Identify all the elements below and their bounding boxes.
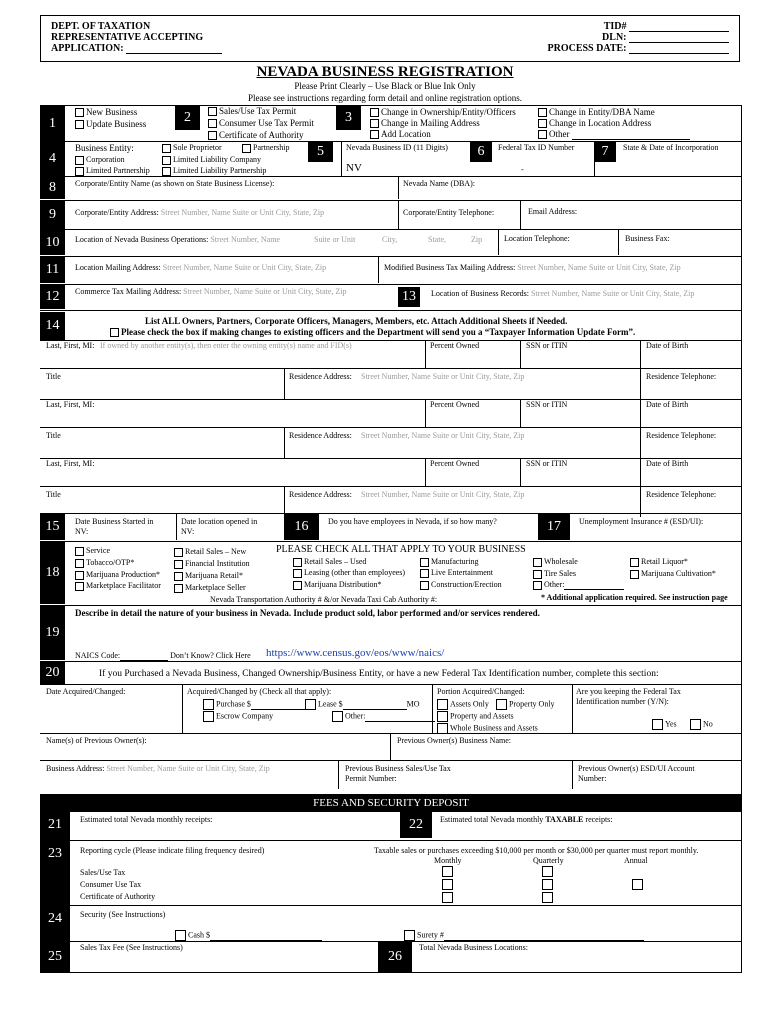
rule: [40, 458, 742, 459]
unemployment-insurance-label: Unemployment Insurance # (ESD/UI):: [579, 517, 704, 526]
entity-name-label: Corporate/Entity Name (as shown on State Business License):: [75, 179, 275, 188]
escrow-checkbox[interactable]: Escrow Company: [203, 711, 273, 722]
rule: [40, 229, 742, 230]
sales-tax-fee-label: Sales Tax Fee (See Instructions): [80, 943, 183, 952]
divider: [640, 427, 641, 458]
certificate-of-authority-checkbox[interactable]: Certificate of Authority: [208, 130, 303, 141]
office-use-header: [40, 15, 740, 62]
other-business-checkbox[interactable]: Other:: [533, 580, 624, 590]
owner-name-label: Last, First, MI:: [46, 459, 95, 468]
previous-permit-label-2: Permit Number:: [345, 774, 397, 783]
property-only-checkbox[interactable]: Property Only: [496, 699, 555, 710]
operations-location-label: Location of Nevada Business Operations: Street Number, Name: [75, 235, 280, 244]
hint-zip: Zip: [471, 235, 483, 244]
rule: [40, 256, 742, 257]
rule: [40, 200, 742, 201]
ssn-label: SSN or ITIN: [526, 341, 568, 350]
business-records-label: Location of Business Records: Street Number, Name Suite or Unit City, State, Zip: [431, 289, 695, 298]
manufacturing-checkbox[interactable]: Manufacturing: [420, 557, 479, 567]
previous-business-name-label: Previous Owner(s) Business Name:: [397, 736, 511, 745]
tid-field[interactable]: TID#: [604, 21, 729, 32]
section-number-15: 15: [40, 514, 65, 540]
llp-checkbox[interactable]: Limited Liability Partnership: [162, 166, 266, 176]
section-number-4: 4: [40, 142, 65, 176]
tobacco-checkbox[interactable]: Tobacco/OTP*: [75, 558, 134, 568]
rule: [40, 427, 742, 428]
owner-title-label: Title: [46, 431, 61, 440]
partnership-checkbox[interactable]: Partnership: [242, 143, 289, 153]
divider: [520, 340, 521, 368]
hint-city: City,: [382, 235, 398, 244]
owner-name-label: Last, First, MI:: [46, 400, 95, 409]
naics-link[interactable]: https://www.census.gov/eos/www/naics/: [266, 647, 445, 659]
change-mailing-checkbox[interactable]: Change in Mailing Address: [370, 118, 480, 129]
location-telephone-label: Location Telephone:: [504, 234, 570, 243]
live-entertainment-checkbox[interactable]: Live Entertainment: [420, 568, 493, 578]
business-entity-label: Business Entity:: [75, 143, 134, 153]
rule: [40, 176, 742, 177]
residence-address-hint: Street Number, Name Suite or Unit City, State, Zip: [361, 490, 525, 499]
sales-quarterly-checkbox[interactable]: [542, 866, 553, 877]
divider: [425, 340, 426, 368]
fees-heading: FEES AND SECURITY DEPOSIT: [40, 794, 742, 812]
rule: [40, 661, 742, 662]
section-number-3: 3: [336, 106, 361, 130]
divider: [398, 201, 399, 229]
entity-address-label: Corporate/Entity Address: Street Number, Name Suite or Unit City, State, Zip: [75, 208, 325, 217]
additional-app-note: * Additional application required. See instruction page: [541, 593, 728, 602]
hint-suite: Suite or Unit: [314, 235, 356, 244]
percent-owned-label: Percent Owned: [430, 459, 480, 468]
marijuana-distribution-checkbox[interactable]: Marijuana Distribution*: [293, 580, 382, 590]
change-entity-name-checkbox[interactable]: Change in Entity/DBA Name: [538, 107, 655, 118]
portion-acquired-label: Portion Acquired/Changed:: [437, 687, 525, 696]
naics-code-label: NAICS Code: Don’t Know? Click Here: [75, 651, 251, 660]
marketplace-seller-checkbox[interactable]: Marketplace Seller: [174, 583, 246, 593]
keeping-fein-label-2: Identification number (Y/N):: [576, 697, 669, 706]
divider: [284, 427, 285, 458]
owners-heading: List ALL Owners, Partners, Corporate Officers, Managers, Members, etc. Attach Additional Sheets if Needed.: [145, 316, 568, 326]
rule: [40, 733, 742, 734]
dln-field[interactable]: DLN:: [602, 32, 729, 43]
cash-checkbox[interactable]: Cash $: [175, 930, 322, 941]
consumer-monthly-checkbox[interactable]: [442, 879, 453, 890]
corporation-checkbox[interactable]: Corporation: [75, 155, 125, 165]
divider: [182, 685, 183, 733]
nv-prefix: NV: [346, 162, 362, 174]
percent-owned-label: Percent Owned: [430, 341, 480, 350]
rule: [40, 605, 742, 606]
marijuana-cultivation-checkbox[interactable]: Marijuana Cultivation*: [630, 569, 716, 579]
rule: [40, 141, 742, 142]
business-fax-label: Business Fax:: [625, 234, 670, 243]
acq-other-checkbox[interactable]: Other:: [332, 711, 435, 722]
residence-telephone-label: Residence Telephone:: [646, 490, 717, 499]
divider: [378, 257, 379, 283]
reporting-cycle-label: Reporting cycle (Please indicate filing frequency desired): [80, 846, 265, 855]
section-number-23: 23: [40, 841, 70, 867]
location-mailing-label: Location Mailing Address: Street Number, Name Suite or Unit City, State, Zip: [75, 263, 327, 272]
divider: [432, 685, 433, 733]
divider: [498, 230, 499, 255]
rule: [70, 905, 742, 906]
consumer-use-tax-permit-checkbox[interactable]: Consumer Use Tax Permit: [208, 118, 314, 129]
divider: [520, 399, 521, 427]
monthly-col: Monthly: [434, 856, 462, 865]
divider: [640, 340, 641, 368]
marketplace-facilitator-checkbox[interactable]: Marketplace Facilitator: [75, 581, 161, 591]
divider: [640, 368, 641, 399]
owner-title-label: Title: [46, 490, 61, 499]
sole-proprietor-checkbox[interactable]: Sole Proprietor: [162, 143, 222, 153]
add-location-checkbox[interactable]: Add Location: [370, 129, 431, 140]
keep-fein-no-checkbox[interactable]: No: [690, 719, 713, 730]
quarterly-col: Quarterly: [533, 856, 564, 865]
sales-monthly-checkbox[interactable]: [442, 866, 453, 877]
fein-dash: -: [521, 165, 524, 174]
annual-col: Annual: [624, 856, 648, 865]
divider: [640, 458, 641, 486]
marijuana-retail-checkbox[interactable]: Marijuana Retail*: [174, 571, 243, 581]
taxable-threshold-note: Taxable sales or purchases exceeding $10,000 per month or $30,000 per quarter must report monthly.: [374, 846, 699, 855]
date-location-opened-label: Date location opened in: [181, 517, 258, 526]
date-business-started-nv: NV:: [75, 527, 89, 536]
owner-title-label: Title: [46, 372, 61, 381]
residence-address-label: Residence Address:: [289, 431, 352, 440]
section-number-8: 8: [40, 177, 65, 199]
rule: [40, 684, 742, 685]
employees-label: Do you have employees in Nevada, if so how many?: [328, 517, 497, 526]
rule: [70, 840, 742, 841]
marijuana-production-checkbox[interactable]: Marijuana Production*: [75, 570, 160, 580]
purchase-checkbox[interactable]: Purchase $: [203, 699, 309, 710]
divider: [572, 685, 573, 733]
other-change-checkbox[interactable]: Other: [538, 129, 690, 140]
officer-change-checkbox[interactable]: Please check the box if making changes to existing officers and the Department will send you a “Taxpayer Information Update Form”.: [110, 327, 635, 338]
transport-authority-label: Nevada Transportation Authority # &/or Nevada Taxi Cab Authority #:: [210, 595, 438, 604]
previous-permit-label: Previous Business Sales/Use Tax: [345, 764, 451, 773]
rep-label: REPRESENTATIVE ACCEPTING: [51, 32, 204, 43]
consumer-quarterly-checkbox[interactable]: [542, 879, 553, 890]
residence-telephone-label: Residence Telephone:: [646, 431, 717, 440]
dba-label: Nevada Name (DBA):: [403, 179, 475, 188]
rule: [40, 760, 742, 761]
retail-liquor-checkbox[interactable]: Retail Liquor*: [630, 557, 688, 567]
rule: [40, 513, 742, 514]
acquired-by-label: Acquired/Changed by (Check all that apply):: [187, 687, 332, 696]
retail-new-checkbox[interactable]: Retail Sales – New: [174, 547, 246, 557]
section-number-26: 26: [378, 942, 412, 972]
nevada-business-id-label: Nevada Business ID (11 Digits): [346, 143, 448, 152]
section-number-2: 2: [175, 106, 200, 130]
divider: [176, 514, 177, 540]
section-number-5: 5: [308, 142, 333, 162]
check-all-heading: PLEASE CHECK ALL THAT APPLY TO YOUR BUSINESS: [276, 544, 526, 555]
commerce-tax-mailing-label: Commerce Tax Mailing Address: Street Number, Name Suite or Unit City, State, Zip: [75, 287, 347, 296]
divider: [572, 761, 573, 789]
section-number-24: 24: [40, 906, 70, 932]
cert-quarterly-checkbox[interactable]: [542, 892, 553, 903]
form-title: NEVADA BUSINESS REGISTRATION: [256, 64, 514, 80]
consumer-annual-checkbox[interactable]: [632, 879, 643, 890]
section-number-7: 7: [594, 142, 616, 162]
reporting-cert-authority: Certificate of Authority: [80, 892, 156, 901]
section-number-13: 13: [398, 287, 420, 307]
section-number-14: 14: [40, 312, 65, 340]
whole-business-checkbox[interactable]: Whole Business and Assets: [437, 723, 538, 734]
divider: [425, 399, 426, 427]
divider: [338, 761, 339, 789]
residence-address-hint: Street Number, Name Suite or Unit City, State, Zip: [361, 431, 525, 440]
surety-checkbox[interactable]: Surety #: [404, 930, 644, 941]
date-acquired-label: Date Acquired/Changed:: [46, 687, 126, 696]
new-business-checkbox[interactable]: New Business: [75, 107, 137, 118]
rule: [40, 105, 742, 106]
financial-institution-checkbox[interactable]: Financial Institution: [174, 559, 250, 569]
tire-sales-checkbox[interactable]: Tire Sales: [533, 569, 576, 579]
section-number-16: 16: [284, 514, 319, 540]
state-date-incorporation-label: State & Date of Incorporation: [623, 143, 719, 152]
section-number-12: 12: [40, 285, 65, 309]
right-border: [741, 105, 742, 972]
owner-name-hint: If owned by another entity(s), then enter the owning entity(s) name and FID(s): [100, 341, 352, 350]
section-number-20: 20: [40, 662, 65, 684]
federal-tax-id-label: Federal Tax ID Number: [498, 143, 575, 152]
previous-esd-label: Previous Owner(s) ESD/UI Account: [578, 764, 695, 773]
divider: [640, 399, 641, 427]
ssn-label: SSN or ITIN: [526, 400, 568, 409]
section-number-1: 1: [40, 106, 65, 142]
construction-checkbox[interactable]: Construction/Erection: [420, 580, 502, 590]
section-number-22: 22: [400, 812, 432, 838]
application-label: APPLICATION:: [51, 43, 222, 54]
reporting-consumer-use-tax: Consumer Use Tax: [80, 880, 142, 889]
retail-used-checkbox[interactable]: Retail Sales – Used: [293, 557, 366, 567]
date-business-started-label: Date Business Started in: [75, 517, 154, 526]
owner-name-label: Last, First, MI:: [46, 341, 95, 350]
update-business-checkbox[interactable]: Update Business: [75, 119, 146, 130]
cert-monthly-checkbox[interactable]: [442, 892, 453, 903]
dept-label: DEPT. OF TAXATION: [51, 21, 151, 32]
previous-business-address-label: Business Address: Street Number, Name Suite or Unit City, State, Zip: [46, 764, 270, 773]
property-assets-checkbox[interactable]: Property and Assets: [437, 711, 514, 722]
form-subtitle-instructions: Please see instructions regarding form detail and online registration options.: [248, 93, 522, 103]
total-locations-label: Total Nevada Business Locations:: [419, 943, 528, 952]
leasing-checkbox[interactable]: Leasing (other than employees): [293, 568, 405, 578]
keep-fein-yes-checkbox[interactable]: Yes: [652, 719, 677, 730]
email-label: Email Address:: [528, 207, 578, 216]
section-number-11: 11: [40, 257, 65, 283]
rule: [40, 310, 742, 311]
section-number-18: 18: [40, 542, 65, 604]
process-date-field[interactable]: PROCESS DATE:: [548, 43, 730, 54]
rule: [40, 368, 742, 369]
residence-address-hint: Street Number, Name Suite or Unit City, State, Zip: [361, 372, 525, 381]
residence-address-label: Residence Address:: [289, 372, 352, 381]
previous-esd-label-2: Number:: [578, 774, 607, 783]
divider: [284, 368, 285, 399]
divider: [618, 230, 619, 255]
date-location-opened-nv: NV:: [181, 527, 195, 536]
divider: [520, 458, 521, 486]
section-number-17: 17: [538, 514, 570, 540]
divider: [520, 201, 521, 229]
hint-state: State,: [428, 235, 446, 244]
purchased-business-label: If you Purchased a Nevada Business, Changed Ownership/Business Entity, or have a new Federal Tax Identification number, complete this section:: [99, 669, 659, 679]
divider: [398, 177, 399, 199]
service-checkbox[interactable]: Service: [75, 546, 110, 556]
monthly-receipts-label: Estimated total Nevada monthly receipts:: [80, 815, 213, 824]
taxable-receipts-label: Estimated total Nevada monthly TAXABLE receipts:: [440, 815, 613, 824]
llc-checkbox[interactable]: Limited Liability Company: [162, 155, 261, 165]
residence-address-label: Residence Address:: [289, 490, 352, 499]
rule: [40, 541, 742, 542]
rule: [40, 972, 742, 973]
divider: [390, 734, 391, 760]
sales-use-tax-permit-checkbox[interactable]: Sales/Use Tax Permit: [208, 106, 296, 117]
percent-owned-label: Percent Owned: [430, 400, 480, 409]
section-number-25: 25: [40, 942, 70, 972]
change-location-checkbox[interactable]: Change in Location Address: [538, 118, 651, 129]
describe-business-label: Describe in detail the nature of your business in Nevada. Include product sold, labor performed and/or services rendered.: [75, 608, 540, 618]
divider: [425, 458, 426, 486]
change-ownership-checkbox[interactable]: Change in Ownership/Entity/Officers: [370, 107, 516, 118]
section-number-6: 6: [470, 142, 492, 162]
divider: [341, 142, 342, 176]
section-number-21: 21: [40, 812, 70, 838]
mbt-mailing-label: Modified Business Tax Mailing Address: Street Number, Name Suite or Unit City, State, Zip: [384, 263, 681, 272]
section-number-19: 19: [40, 606, 65, 660]
rule: [40, 399, 742, 400]
limited-partnership-checkbox[interactable]: Limited Partnership: [75, 166, 150, 176]
dob-label: Date of Birth: [646, 341, 689, 350]
rule: [40, 284, 742, 285]
form-subtitle-ink: Please Print Clearly – Use Black or Blue Ink Only: [294, 81, 476, 91]
rule: [40, 486, 742, 487]
security-label: Security (See Instructions): [80, 910, 166, 919]
assets-only-checkbox[interactable]: Assets Only: [437, 699, 489, 710]
section-number-9: 9: [40, 201, 65, 229]
divider: [594, 142, 595, 176]
entity-telephone-label: Corporate/Entity Telephone:: [403, 208, 495, 217]
wholesale-checkbox[interactable]: Wholesale: [533, 557, 578, 567]
dob-label: Date of Birth: [646, 459, 689, 468]
keeping-fein-label: Are you keeping the Federal Tax: [576, 687, 681, 696]
section-number-10: 10: [40, 230, 65, 255]
ssn-label: SSN or ITIN: [526, 459, 568, 468]
reporting-sales-use-tax: Sales/Use Tax: [80, 868, 126, 877]
residence-telephone-label: Residence Telephone:: [646, 372, 717, 381]
lease-checkbox[interactable]: Lease $ MO: [305, 699, 420, 710]
dob-label: Date of Birth: [646, 400, 689, 409]
previous-owners-label: Name(s) of Previous Owner(s):: [46, 736, 147, 745]
